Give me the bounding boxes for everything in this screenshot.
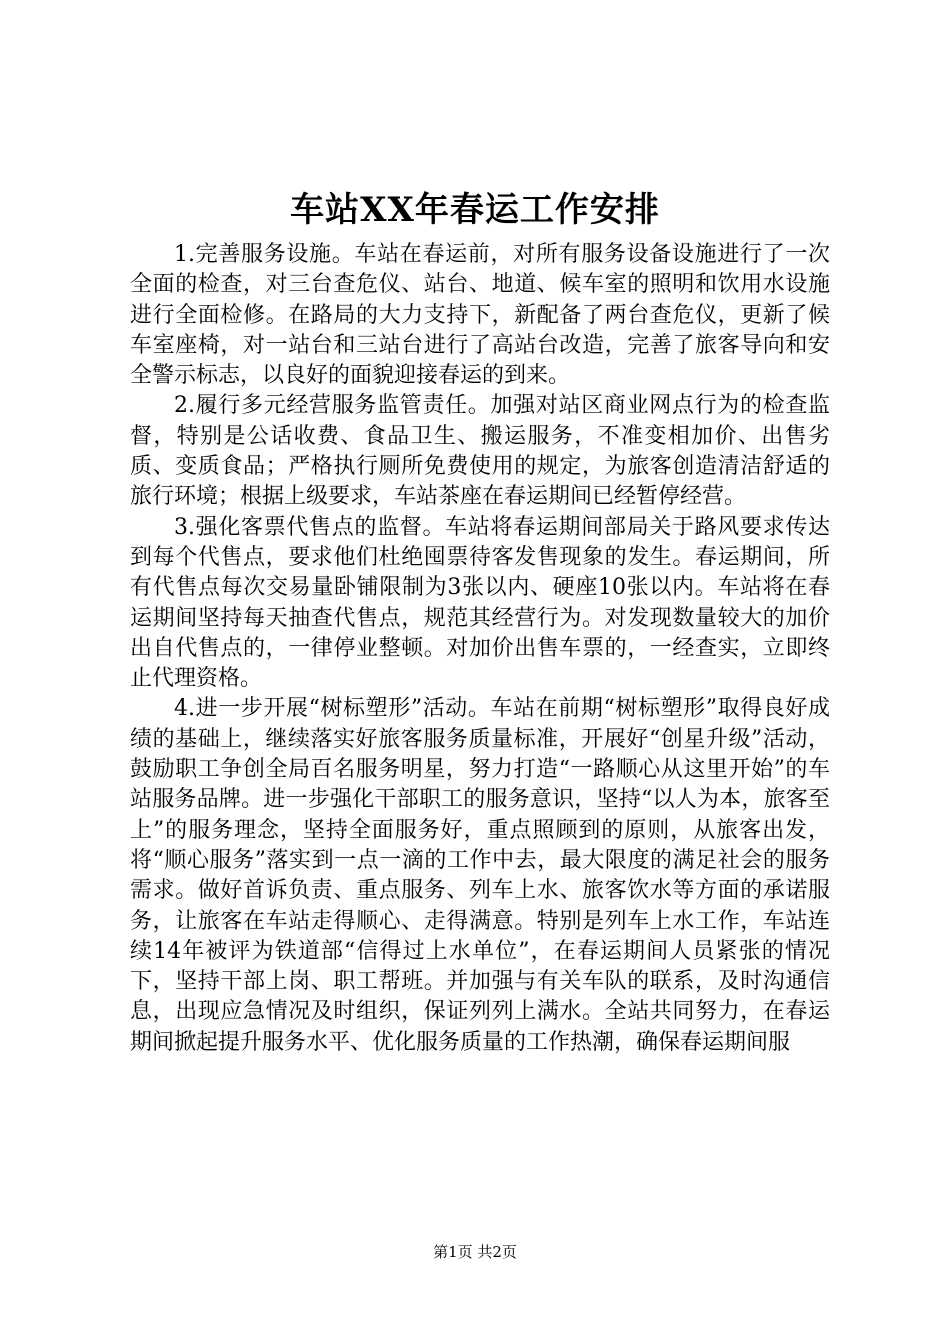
document-title: 车站XX年春运工作安排	[290, 190, 660, 230]
paragraph-4: 4.进一步开展“树标塑形”活动。车站在前期“树标塑形”取得良好成绩的基础上，继续落实好旅客服务质量标准，开展好“创星升级”活动，鼓励职工争创全局百名服务明星，努力打造“一路顺心从这里开始”的车站服务品牌。进一步强化干部职工的服务意识，坚持“以人为本，旅客至上”的服务理念，坚持全面服务好，重点照顾到的原则，从旅客出发，将“顺心服务”落实到一点一滴的工作中去，最大限度的满足社会的服务需求。做好首诉负责、重点服务、列车上水、旅客饮水等方面的承诺服务，让旅客在车站走得顺心、走得满意。特别是列车上水工作，车站连续14年被评为铁道部“信得过上水单位”，在春运期间人员紧张的情况下，坚持干部上岗、职工帮班。并加强与有关车队的联系，及时沟通信息，出现应急情况及时组织，保证列列上满水。全站共同努力，在春运期间掀起提升服务水平、优化服务质量的工作热潮，确保春运期间服	[130, 696, 830, 1055]
paragraph-3: 3.强化客票代售点的监督。车站将春运期间部局关于路风要求传达到每个代售点，要求他们杜绝囤票待客发售现象的发生。春运期间，所有代售点每次交易量卧铺限制为3张以内、硬座10张以内。车站将在春运期间坚持每天抽查代售点，规范其经营行为。对发现数量较大的加价出自代售点的，一律停业整顿。对加价出售车票的，一经查实，立即终止代理资格。	[130, 514, 830, 692]
paragraph-1: 1.完善服务设施。车站在春运前，对所有服务设备设施进行了一次全面的检查，对三台查危仪、站台、地道、候车室的照明和饮用水设施进行全面检修。在路局的大力支持下，新配备了两台查危仪，更新了候车室座椅，对一站台和三站台进行了高站台改造，完善了旅客导向和安全警示标志，以良好的面貌迎接春运的到来。	[130, 242, 830, 389]
paragraph-2: 2.履行多元经营服务监管责任。加强对站区商业网点行为的检查监督，特别是公话收费、食品卫生、搬运服务，不准变相加价、出售劣质、变质食品；严格执行厕所免费使用的规定，为旅客创造清洁舒适的旅行环境；根据上级要求，车站茶座在春运期间已经暂停经营。	[130, 393, 830, 510]
page-number: 第1页 共2页	[433, 1243, 517, 1261]
page-footer	[0, 1242, 950, 1262]
document-body	[130, 240, 830, 1058]
